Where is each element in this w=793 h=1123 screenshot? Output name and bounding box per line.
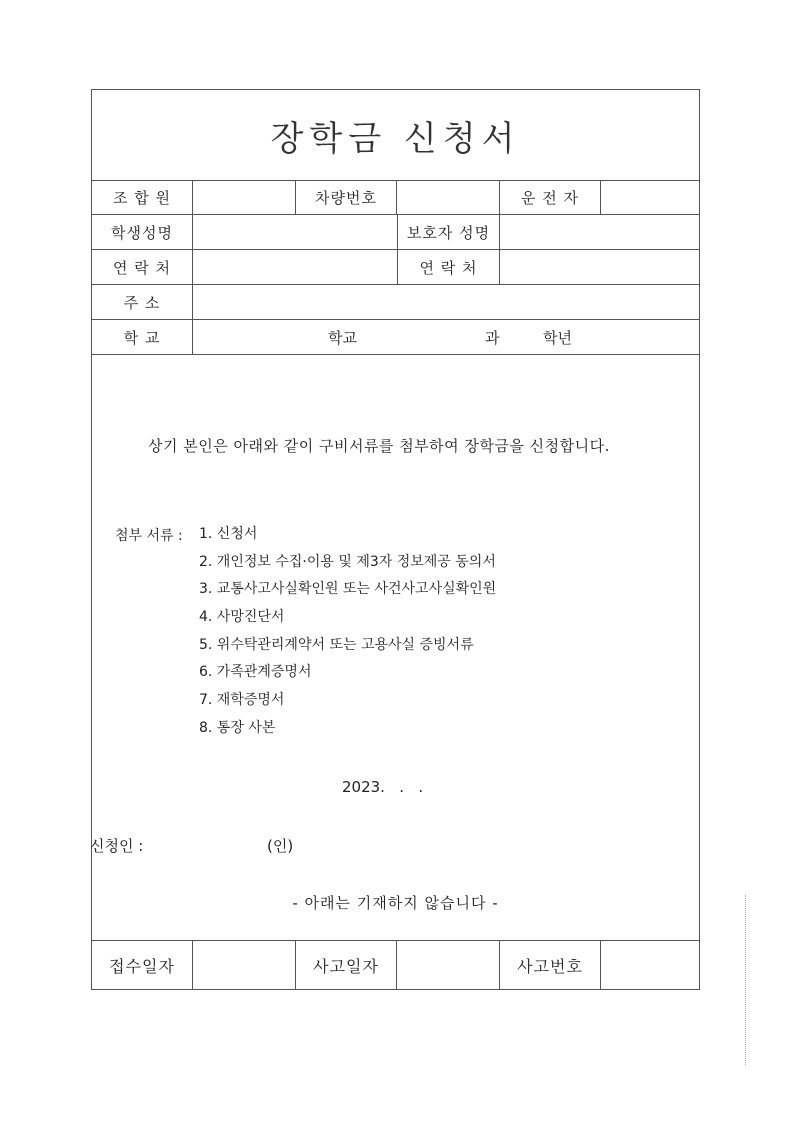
vehicle-number-label: 차량번호 [296, 180, 397, 214]
student-name-label: 학생성명 [92, 215, 193, 249]
guardian-contact-field[interactable] [500, 250, 699, 284]
school-suffix: 학교 [328, 328, 357, 347]
accident-date-field[interactable] [397, 941, 500, 990]
attachment-item: 3. 교통사고사실확인원 또는 사건사고사실확인원 [199, 581, 497, 598]
attachment-item: 7. 재학증명서 [199, 692, 285, 709]
receipt-date-field[interactable] [193, 941, 296, 990]
driver-label: 운 전 자 [500, 180, 601, 214]
grade-suffix: 학년 [543, 328, 572, 347]
school-label: 학 교 [92, 320, 193, 354]
contact-field[interactable] [193, 250, 398, 284]
title-row [92, 90, 699, 181]
accident-date-label: 사고일자 [296, 941, 397, 990]
attachment-item: 2. 개인정보 수집·이용 및 제3자 정보제공 동의서 [199, 553, 496, 570]
applicant-label: 신청인 : [90, 837, 144, 855]
school-field[interactable] [193, 320, 699, 354]
attachment-item: 6. 가족관계증명서 [199, 664, 312, 681]
driver-field[interactable] [601, 180, 699, 214]
receipt-date-label: 접수일자 [92, 941, 193, 990]
office-use-notice: - 아래는 기재하지 않습니다 - [292, 894, 499, 912]
vehicle-number-field[interactable] [397, 180, 500, 214]
union-member-field[interactable] [193, 180, 296, 214]
seal-label: (인) [267, 837, 294, 855]
guardian-contact-label: 연 락 처 [398, 250, 500, 284]
application-date: 2023. . . [342, 778, 424, 796]
form-title: 장학금 신청서 [270, 118, 521, 159]
row-student [92, 215, 699, 250]
attachments-list [199, 525, 496, 747]
scan-margin-line [745, 895, 746, 1065]
row-contact [92, 250, 699, 285]
attachment-item: 4. 사망진단서 [199, 609, 285, 626]
union-member-label: 조 합 원 [92, 180, 193, 214]
attachment-item: 1. 신청서 [199, 526, 258, 542]
office-use-row [92, 940, 699, 990]
guardian-name-label: 보호자 성명 [398, 215, 500, 249]
address-label: 주 소 [92, 285, 193, 319]
attachments-label: 첨부 서류 : [115, 528, 183, 544]
address-field[interactable] [193, 285, 699, 319]
contact-label: 연 락 처 [92, 250, 193, 284]
application-form [91, 89, 700, 990]
guardian-name-field[interactable] [500, 215, 699, 249]
attachment-item: 5. 위수탁관리계약서 또는 고용사실 증빙서류 [199, 636, 474, 653]
attachment-item: 8. 통장 사본 [199, 719, 276, 736]
accident-number-label: 사고번호 [500, 941, 601, 990]
department-suffix: 과 [485, 328, 500, 347]
application-statement: 상기 본인은 아래와 같이 구비서류를 첨부하여 장학금을 신청합니다. [148, 437, 610, 455]
student-name-field[interactable] [193, 215, 398, 249]
accident-number-field[interactable] [601, 941, 699, 990]
row-address [92, 285, 699, 320]
row-school [92, 320, 699, 355]
row-union [92, 180, 699, 215]
